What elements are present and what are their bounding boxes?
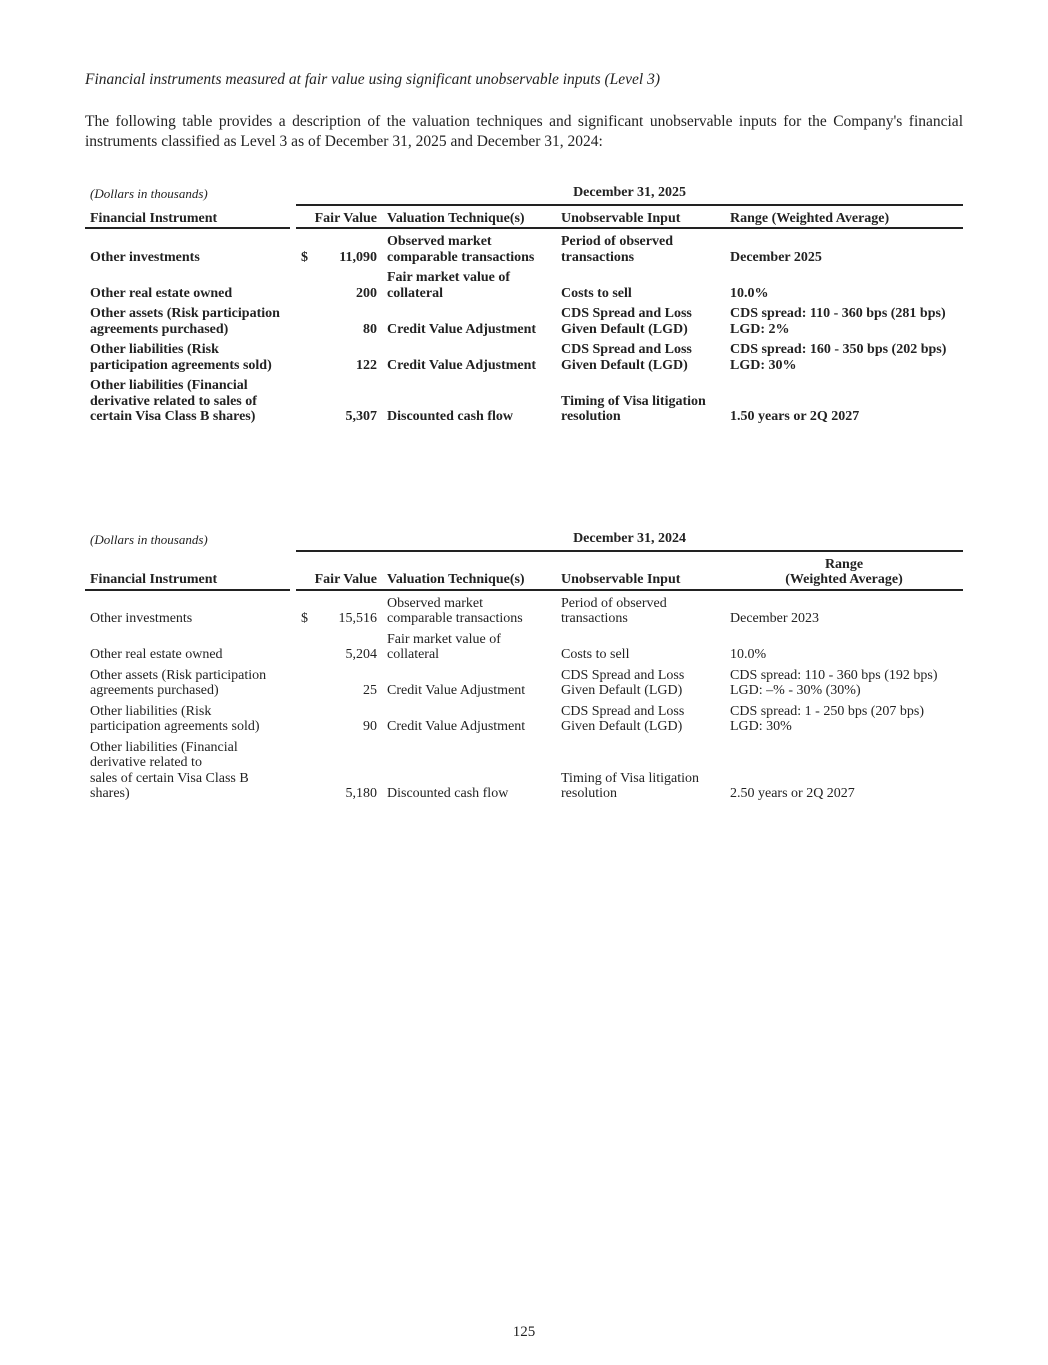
- cell-instrument: Other real estate owned: [90, 647, 223, 662]
- cell-instrument: Other real estate owned: [90, 285, 233, 301]
- cell-range: 10.0%: [730, 285, 769, 301]
- units-label: (Dollars in thousands): [90, 532, 208, 547]
- cell-input: Period of observed transactions: [561, 595, 667, 626]
- table-row: [85, 627, 963, 663]
- cell-input: CDS Spread and Loss Given Default (LGD): [561, 703, 685, 734]
- cell-input: CDS Spread and Loss Given Default (LGD): [561, 342, 692, 373]
- table-row: [85, 337, 963, 373]
- cell-fair-value: 15,516: [338, 611, 377, 626]
- cell-fair-value: 5,307: [345, 409, 377, 424]
- header-financial-instrument: Financial Instrument: [85, 551, 290, 590]
- cell-technique: Credit Value Adjustment: [387, 357, 537, 373]
- units-label: (Dollars in thousands): [90, 186, 208, 201]
- cell-currency: $: [301, 249, 308, 265]
- cell-fair-value: 11,090: [339, 249, 377, 265]
- header-unobservable-input: Unobservable Input: [556, 551, 725, 590]
- cell-technique: Observed market comparable transactions: [387, 595, 523, 626]
- cell-instrument: Other investments: [90, 611, 193, 626]
- cell-range: 1.50 years or 2Q 2027: [730, 409, 860, 424]
- cell-fair-value: 122: [356, 357, 377, 373]
- cell-range: CDS spread: 1 - 250 bps (207 bps) LGD: 30%: [730, 703, 925, 734]
- header-fair-value: Fair Value: [296, 551, 382, 590]
- cell-technique: Fair market value of collateral: [387, 631, 501, 662]
- cell-fair-value: 80: [363, 321, 377, 337]
- cell-range: CDS spread: 110 - 360 bps (281 bps) LGD: 2%: [730, 306, 946, 337]
- cell-input: Timing of Visa litigation resolution: [561, 393, 706, 424]
- cell-range: 10.0%: [730, 647, 767, 662]
- cell-technique: Discounted cash flow: [387, 786, 509, 801]
- header-financial-instrument: Financial Instrument: [85, 205, 290, 229]
- period-header: December 31, 2024: [296, 531, 963, 551]
- cell-input: Costs to sell: [561, 285, 632, 301]
- section-heading: Financial instruments measured at fair value using significant unobservable inputs (Level 3): [85, 71, 661, 88]
- table-row: [85, 228, 963, 265]
- header-fair-value: Fair Value: [296, 205, 382, 229]
- page-number: 125: [512, 1324, 536, 1340]
- header-range: Range (Weighted Average): [725, 205, 963, 229]
- cell-range: CDS spread: 110 - 360 bps (192 bps) LGD: –% - 30% (30%): [730, 667, 938, 698]
- cell-range: December 2023: [730, 611, 820, 626]
- table-row: [85, 590, 963, 627]
- cell-fair-value: 5,180: [345, 786, 377, 801]
- cell-instrument: Other liabilities (Risk participation agreements sold): [90, 342, 272, 373]
- cell-input: CDS Spread and Loss Given Default (LGD): [561, 306, 692, 337]
- table-row: [85, 663, 963, 699]
- table-row: [85, 301, 963, 337]
- cell-input: CDS Spread and Loss Given Default (LGD): [561, 667, 685, 698]
- cell-fair-value: 200: [356, 285, 377, 301]
- cell-technique: Credit Value Adjustment: [387, 719, 526, 734]
- cell-technique: Fair market value of collateral: [387, 270, 510, 301]
- level3-table-2025: [85, 185, 963, 425]
- cell-instrument: Other assets (Risk participation agreements purchased): [90, 667, 267, 698]
- cell-instrument: Other liabilities (Financial derivative related to sales of certain Visa Class B shares): [90, 378, 257, 424]
- cell-instrument: Other liabilities (Risk participation agreements sold): [90, 703, 260, 734]
- cell-instrument: Other liabilities (Financial derivative related to sales of certain Visa Class B shares): [90, 739, 249, 801]
- column-header-row: [85, 205, 963, 229]
- table-row: [85, 735, 963, 802]
- header-valuation-technique: Valuation Technique(s): [382, 205, 556, 229]
- header-range: Range (Weighted Average): [725, 551, 963, 590]
- cell-technique: Credit Value Adjustment: [387, 321, 537, 337]
- cell-range: December 2025: [730, 249, 822, 265]
- header-valuation-technique: Valuation Technique(s): [382, 551, 556, 590]
- cell-instrument: Other assets (Risk participation agreements purchased): [90, 306, 280, 337]
- cell-fair-value: 5,204: [345, 647, 377, 662]
- cell-input: Costs to sell: [561, 647, 630, 662]
- cell-fair-value: 90: [363, 719, 377, 734]
- header-unobservable-input: Unobservable Input: [556, 205, 725, 229]
- table-row: [85, 265, 963, 301]
- period-header: December 31, 2025: [296, 185, 963, 205]
- cell-currency: $: [301, 611, 308, 626]
- column-header-row: [85, 551, 963, 590]
- table-row: [85, 699, 963, 735]
- cell-technique: Credit Value Adjustment: [387, 683, 526, 698]
- cell-instrument: Other investments: [90, 249, 200, 265]
- cell-technique: Discounted cash flow: [387, 409, 514, 424]
- cell-range: CDS spread: 160 - 350 bps (202 bps) LGD: 30%: [730, 342, 947, 373]
- cell-technique: Observed market comparable transactions: [387, 234, 535, 265]
- cell-range: 2.50 years or 2Q 2027: [730, 786, 855, 801]
- cell-fair-value: 25: [363, 683, 377, 698]
- cell-input: Period of observed transactions: [561, 234, 673, 265]
- table-row: [85, 373, 963, 425]
- level3-table-2024: [85, 531, 963, 802]
- cell-input: Timing of Visa litigation resolution: [561, 770, 700, 801]
- intro-paragraph: The following table provides a description of the valuation techniques and significant unobservable inputs for the Company's financial instruments classified as Level 3 as of December 31, 2025 and December 31, 2024:: [85, 113, 963, 150]
